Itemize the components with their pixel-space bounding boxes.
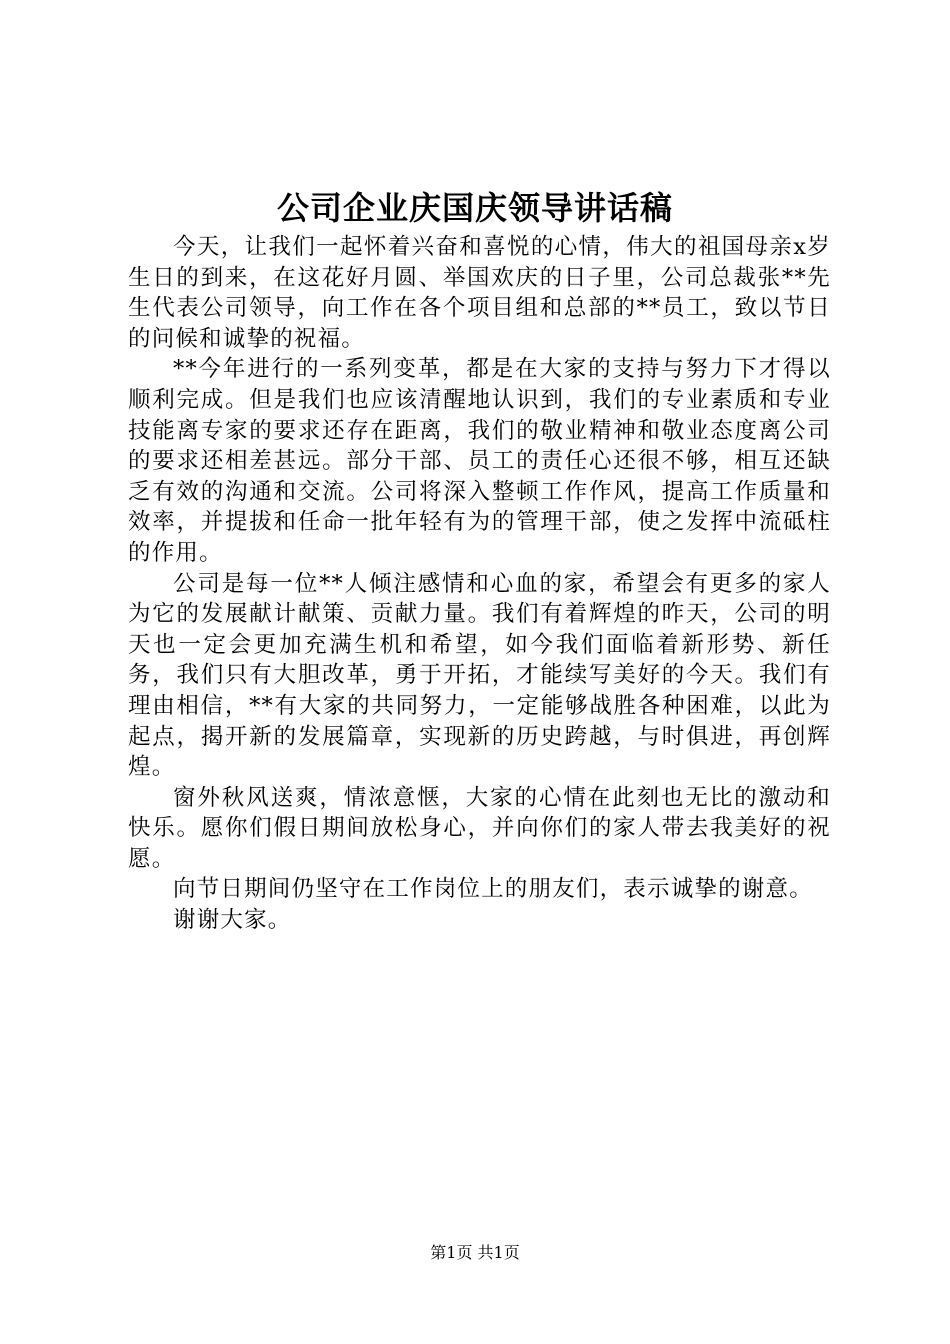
paragraph-2: **今年进行的一系列变革，都是在大家的支持与努力下才得以顺利完成。但是我们也应该清醒地认识到，我们的专业素质和专业技能离专家的要求还存在距离，我们的敬业精神和敬业态度离公司的要求还相差甚远。部分干部、员工的责任心还很不够，相互还缺乏有效的沟通和交流。公司将深入整顿工作作风，提高工作质量和效率，并提拔和任命一批年轻有为的管理干部，使之发挥中流砥柱的作用。 [128,356,831,566]
paragraph-1: 今天，让我们一起怀着兴奋和喜悦的心情，伟大的祖国母亲x岁生日的到来，在这花好月圆、举国欢庆的日子里，公司总裁张**先生代表公司领导，向工作在各个项目组和总部的**员工，致以节日的问候和诚挚的祝福。 [128,234,831,352]
page-footer: 第1页 共1页 [430,1243,520,1262]
paragraph-3: 公司是每一位**人倾注感情和心血的家，希望会有更多的家人为它的发展献计献策、贡献力量。我们有着辉煌的昨天，公司的明天也一定会更加充满生机和希望，如今我们面临着新形势、新任务，我们只有大胆改革，勇于开拓，才能续写美好的今天。我们有理由相信，**有大家的共同努力，一定能够战胜各种困难，以此为起点，揭开新的发展篇章，实现新的历史跨越，与时俱进，再创辉煌。 [128,570,831,781]
document-title: 公司企业庆国庆领导讲话稿 [276,189,673,227]
paragraph-5: 向节日期间仍坚守在工作岗位上的朋友们，表示诚挚的谢意。 [173,876,813,903]
paragraph-4: 窗外秋风送爽，情浓意惬，大家的心情在此刻也无比的激动和快乐。愿你们假日期间放松身心，并向你们的家人带去我美好的祝愿。 [128,784,831,872]
paragraph-6: 谢谢大家。 [173,907,292,934]
document-body [128,232,831,936]
